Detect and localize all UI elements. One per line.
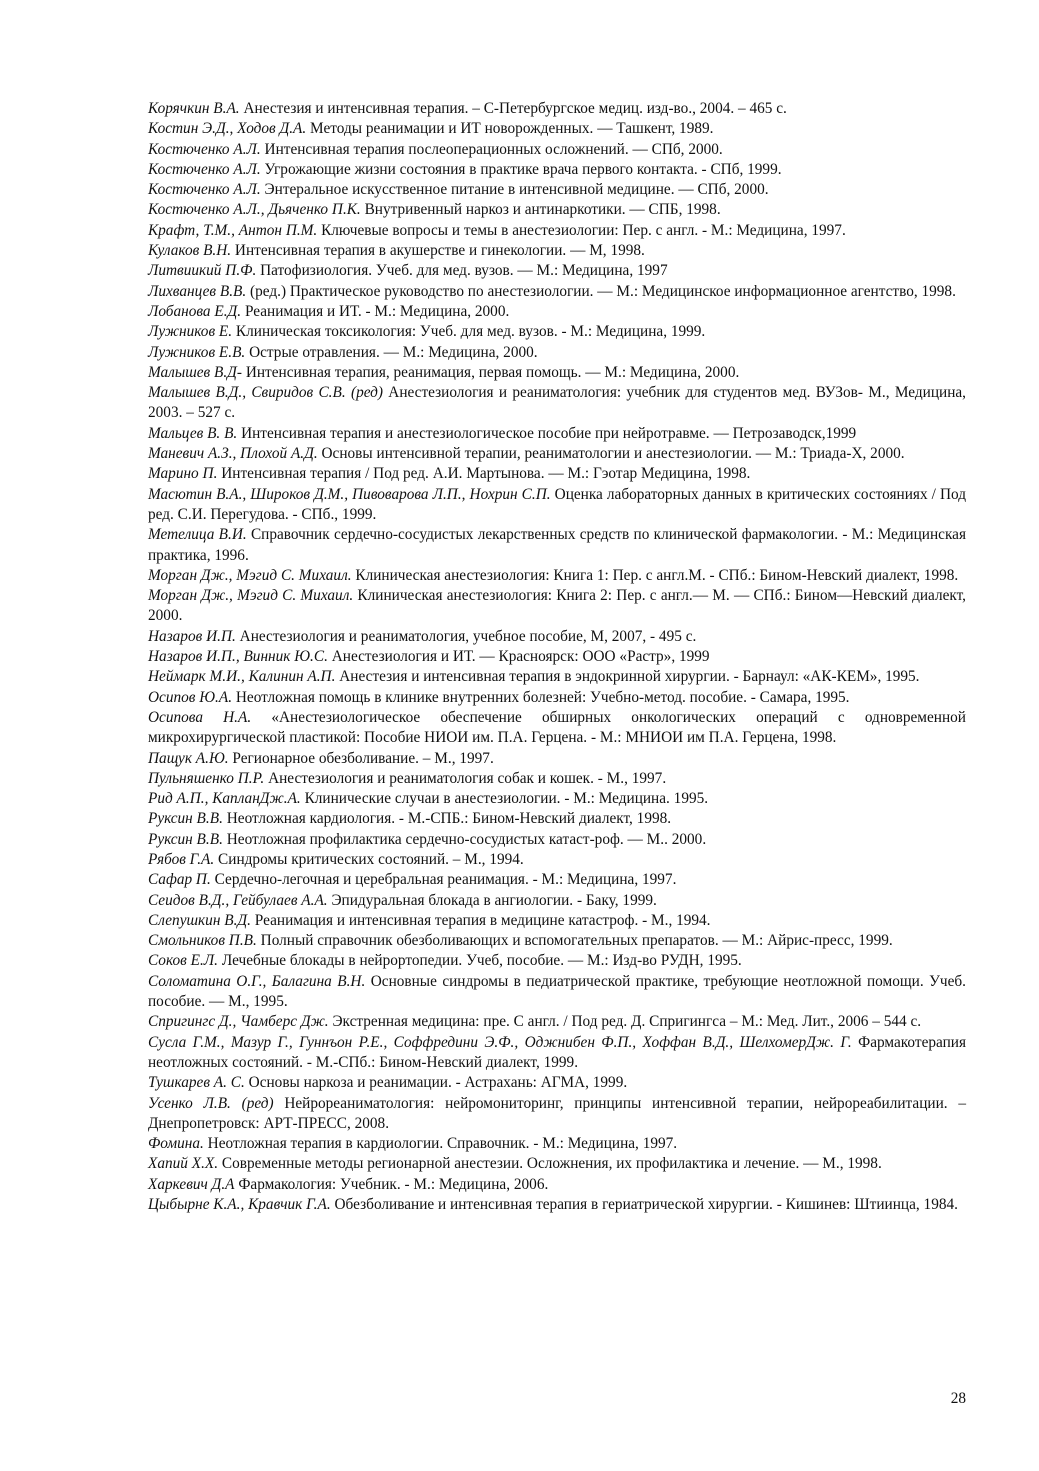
reference-text: Анестезия и интенсивная терапия в эндокринной хирургии. - Барнаул: «АК-КЕМ», 1995. — [335, 668, 920, 686]
reference-entry — [148, 911, 966, 931]
reference-entry — [148, 444, 966, 464]
reference-text: Сердечно-легочная и церебральная реанимация. - М.: Медицина, 1997. — [210, 871, 677, 889]
reference-entry — [148, 931, 966, 951]
reference-author: Назаров И.П., Винник Ю.С. — [148, 648, 328, 666]
reference-text: Справочник сердечно-сосудистых лекарственных средств по клинической фармакологии. - М.: Медицинская практика, 1996. — [148, 526, 966, 564]
reference-author: Осипов Ю.А. — [148, 688, 233, 706]
reference-author: Костюченко А.Л. — [148, 181, 261, 199]
reference-entry — [148, 180, 966, 200]
reference-author: Сеидов В.Д., Гейбулаев А.А. — [148, 891, 328, 909]
reference-text: Обезболивание и интенсивная терапия в гериатрической хирургии. - Кишинев: Штиинца, 1984. — [330, 1196, 958, 1214]
reference-text: Неотложная помощь в клинике внутренних болезней: Учебно-метод. пособие. - Самара, 1995. — [232, 688, 850, 706]
reference-text: Реанимация и ИТ. - М.: Медицина, 2000. — [241, 302, 510, 320]
reference-text: Внутривенный наркоз и антинаркотики. — СПБ, 1998. — [360, 201, 721, 219]
reference-author: Литвиикий П.Ф. — [148, 262, 257, 280]
reference-entry — [148, 241, 966, 261]
reference-entry — [148, 647, 966, 667]
reference-entry — [148, 140, 966, 160]
reference-author: Масютин В.А., Широков Д.М., Пивоварова Л.П., Нохрин С.П. — [148, 485, 551, 503]
reference-text: Регионарное обезболивание. – М., 1997. — [228, 749, 494, 767]
reference-author: Лужников Е.В. — [148, 343, 246, 361]
reference-entry — [148, 200, 966, 220]
reference-entry — [148, 667, 966, 687]
reference-text: Эпидуральная блокада в ангиологии. - Баку, 1999. — [327, 891, 657, 909]
reference-text: Полный справочник обезболивающих и вспомогательных препаратов. — М.: Айрис-пресс, 1999. — [256, 932, 893, 950]
reference-author: Кулаков В.Н. — [148, 242, 232, 260]
reference-entry — [148, 464, 966, 484]
reference-author: Фомина. — [148, 1135, 204, 1153]
reference-entry — [148, 485, 966, 526]
reference-author: Костюченко А.Л. — [148, 140, 261, 158]
reference-author: Лужников Е. — [148, 323, 233, 341]
reference-entry — [148, 1154, 966, 1174]
reference-text: Основы интенсивной терапии, реаниматологии и анестезиологии. — М.: Триада-Х, 2000. — [317, 445, 905, 463]
reference-text: Интенсивная терапия и анестезиологическое пособие при нейротравме. — Петрозаводск,1999 — [237, 424, 857, 442]
reference-entry — [148, 261, 966, 281]
reference-author: Крафт, Т.М., Антон П.М. — [148, 221, 318, 239]
reference-author: Костин Э.Д., Ходов Д.А. — [148, 120, 307, 138]
reference-entry — [148, 525, 966, 566]
reference-entry — [148, 688, 966, 708]
reference-text: Анестезия и интенсивная терапия. – С-Петербургское медиц. изд-во., 2004. – 465 с. — [239, 100, 787, 117]
reference-author: Цыбырне К.А., Кравчик Г.А. — [148, 1196, 331, 1214]
reference-text: Оценка лабораторных данных в критических состояниях / Под ред. С.И. Перегудова. - СПб., 1999. — [148, 485, 967, 523]
reference-entry — [148, 1195, 966, 1215]
reference-text: Интенсивная терапия, реанимация, первая помощь. — М.: Медицина, 2000. — [242, 363, 740, 381]
reference-author: Марино П. — [148, 465, 218, 483]
reference-text: «Анестезиологическое обеспечение обширных онкологических операций с одновременной микрохирургической пластикой: Пособие НИОИ им. П.А. Герцена. - М.: МНИОИ им П.А. Герцена, 1998. — [148, 708, 966, 747]
reference-entry — [148, 99, 966, 119]
reference-list — [148, 99, 966, 1215]
reference-entry — [148, 119, 966, 139]
reference-entry — [148, 627, 966, 647]
reference-text: Синдромы критических состояний. – М., 1994. — [214, 850, 524, 868]
reference-author: Спригингс Д., Чамберс Дж. — [148, 1013, 329, 1031]
reference-author: Маневич А.З., Плохой А.Д. — [148, 445, 318, 463]
reference-author: Сусла Г.М., Мазур Г., Гуннъон Р.Е., Соффредини Э.Ф., Оджнибен Ф.П., Хоффан В.Д., ШелхомерДж. Г. — [148, 1033, 852, 1051]
reference-text: Современные методы регионарной анестезии. Осложнения, их профилактика и лечение. — М., 1998. — [218, 1155, 882, 1173]
reference-text: Основы наркоза и реанимации. - Астрахань: АГМА, 1999. — [244, 1074, 628, 1092]
reference-entry — [148, 1175, 966, 1195]
reference-entry — [148, 870, 966, 890]
reference-entry — [148, 363, 966, 383]
reference-text: Клиническая токсикология: Учеб. для мед. вузов. - М.: Медицина, 1999. — [232, 323, 706, 341]
reference-author: Рябов Г.А. — [148, 850, 215, 868]
reference-text: Неотложная терапия в кардиологии. Справочник. - М.: Медицина, 1997. — [203, 1135, 678, 1153]
reference-text: Ключевые вопросы и темы в анестезиологии: Пер. с англ. - М.: Медицина, 1997. — [317, 221, 846, 239]
reference-entry — [148, 789, 966, 809]
reference-text: Угрожающие жизни состояния в практике врача первого контакта. - СПб, 1999. — [260, 160, 782, 178]
reference-text: Анестезиология и реаниматология собак и кошек. - М., 1997. — [264, 769, 667, 787]
reference-entry — [148, 972, 966, 1013]
reference-text: Клинические случаи в анестезиологии. - М.: Медицина. 1995. — [300, 790, 709, 808]
reference-text: Интенсивная терапия послеоперационных осложнений. — СПб, 2000. — [260, 140, 723, 158]
reference-text: Интенсивная терапия в акушерстве и гинекологии. — М, 1998. — [231, 242, 645, 260]
reference-text: Анестезиология и ИТ. — Красноярск: ООО «Растр», 1999 — [327, 648, 710, 666]
reference-text: Энтеральное искусственное питание в интенсивной медицине. — СПб, 2000. — [260, 181, 769, 199]
reference-entry — [148, 951, 966, 971]
reference-text: Реанимация и интенсивная терапия в медицине катастроф. - М., 1994. — [250, 911, 711, 929]
reference-author: Руксин В.В. — [148, 830, 223, 848]
reference-entry — [148, 566, 966, 586]
reference-entry — [148, 1134, 966, 1154]
page-number: 28 — [950, 1390, 966, 1407]
reference-entry — [148, 749, 966, 769]
reference-author: Малышев В.Д., Свиридов С.В. (ред) — [148, 384, 383, 402]
reference-text: Фармакология: Учебник. - М.: Медицина, 2006. — [234, 1175, 549, 1193]
reference-author: Харкевич Д.А — [148, 1175, 235, 1193]
reference-author: Осипова Н.А. — [148, 708, 252, 726]
reference-entry — [148, 891, 966, 911]
reference-entry — [148, 282, 966, 302]
reference-text: Клиническая анестезиология: Книга 1: Пер. с англ.М. - СПб.: Бином-Невский диалект, 1998. — [351, 566, 959, 584]
reference-entry — [148, 1033, 966, 1074]
reference-author: Неймарк М.И., Калинин А.П. — [148, 668, 336, 686]
reference-author: Лобанова Е.Д. — [148, 302, 242, 320]
reference-entry — [148, 809, 966, 829]
reference-author: Метелица В.И. — [148, 526, 247, 544]
reference-author: Лихванцев В.В. — [148, 282, 247, 300]
reference-author: Малышев В.Д- — [148, 363, 242, 381]
reference-author: Хапий Х.Х. — [148, 1155, 219, 1173]
reference-entry — [148, 1094, 966, 1135]
reference-author: Костюченко А.Л., Дьяченко П.К. — [148, 201, 361, 219]
reference-author: Тушкарев А. С. — [148, 1074, 245, 1092]
reference-text: Интенсивная терапия / Под ред. А.И. Мартынова. — М.: Гэотар Медицина, 1998. — [217, 465, 751, 483]
reference-author: Пащук А.Ю. — [148, 749, 229, 767]
reference-author: Слепушкин В.Д. — [148, 911, 251, 929]
reference-entry — [148, 1012, 966, 1032]
reference-text: Острые отравления. — М.: Медицина, 2000. — [245, 343, 538, 361]
reference-text: Нейрореаниматология: нейромониторинг, принципы интенсивной терапии, нейрореабилитации. – Днепропетровск: АРТ-ПРЕСС, 2008. — [148, 1094, 966, 1132]
reference-entry — [148, 586, 966, 627]
reference-text: Клиническая анестезиология: Книга 2: Пер. с англ.— М. — СПб.: Бином—Невский диалект, 2000. — [148, 587, 966, 625]
reference-text: Основные синдромы в педиатрической практике, требующие неотложной помощи. Учеб. пособие. — М., 1995. — [148, 972, 967, 1011]
reference-entry — [148, 160, 966, 180]
reference-entry — [148, 383, 966, 424]
reference-author: Морган Дж., Мэгид С. Михаил. — [148, 587, 354, 605]
reference-entry — [148, 343, 966, 363]
reference-entry — [148, 424, 966, 444]
reference-entry — [148, 850, 966, 870]
reference-entry — [148, 1073, 966, 1093]
reference-entry — [148, 830, 966, 850]
reference-author: Костюченко А.Л. — [148, 160, 261, 178]
reference-text: Экстренная медицина: пре. С англ. / Под ред. Д. Спригингса – М.: Мед. Лит., 2006 – 544 с. — [328, 1013, 922, 1031]
reference-author: Смольников П.В. — [148, 932, 257, 950]
reference-text: Фармакотерапия неотложных состояний. - М.-СПб.: Бином-Невский диалект, 1999. — [148, 1033, 966, 1071]
reference-text: Анестезиология и реаниматология, учебное пособие, М, 2007, - 495 с. — [235, 627, 697, 645]
reference-author: Рид А.П., КапланДж.А. — [148, 790, 301, 808]
reference-author: Мальцев В. В. — [148, 424, 238, 442]
reference-text: Анестезиология и реаниматология: учебник для студентов мед. ВУЗов- М., Медицина, 2003. – 527 с. — [148, 384, 966, 422]
reference-author: Соков Е.Л. — [148, 952, 218, 970]
reference-author: Пульняшенко П.Р. — [148, 769, 265, 787]
reference-entry — [148, 221, 966, 241]
reference-text: Патофизиология. Учеб. для мед. вузов. — М.: Медицина, 1997 — [256, 262, 668, 280]
reference-author: Сафар П. — [148, 871, 211, 889]
reference-author: Назаров И.П. — [148, 627, 236, 645]
reference-text: (ред.) Практическое руководство по анестезиологии. — М.: Медицинское информационное агентство, 1998. — [246, 282, 956, 300]
reference-text: Методы реанимации и ИТ новорожденных. — Ташкент, 1989. — [306, 120, 714, 138]
reference-author: Морган Дж., Мэгид С. Михаил. — [148, 566, 352, 584]
reference-author: Усенко Л.В. (ред) — [148, 1094, 274, 1112]
reference-text: Лечебные блокады в нейрортопедии. Учеб, пособие. — М.: Изд-во РУДН, 1995. — [218, 952, 742, 970]
reference-text: Неотложная профилактика сердечно-сосудистых катаст-роф. — М.. 2000. — [222, 830, 707, 848]
reference-entry — [148, 322, 966, 342]
reference-entry — [148, 708, 966, 749]
reference-author: Руксин В.В. — [148, 810, 223, 828]
reference-author: Соломатина О.Г., Балагина В.Н. — [148, 972, 366, 990]
reference-entry — [148, 302, 966, 322]
reference-author: Корячкин В.А. — [148, 100, 240, 117]
reference-entry — [148, 769, 966, 789]
reference-text: Неотложная кардиология. - М.-СПБ.: Бином-Невский диалект, 1998. — [222, 810, 672, 828]
